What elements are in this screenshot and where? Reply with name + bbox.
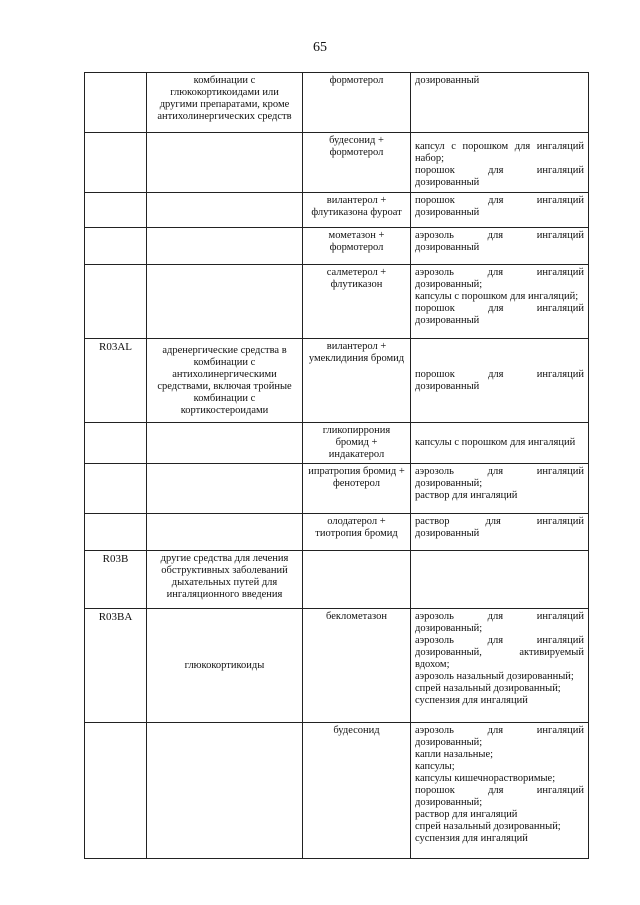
dosage-form-line: порошок для ингаляций дозированный: [415, 165, 584, 188]
dosage-form-cell: [411, 265, 589, 339]
group-name-cell: комбинации с глюкокортикоидами или другими препаратами, кроме антихолинергических средств: [147, 73, 303, 133]
group-name-cell: [147, 423, 303, 464]
atc-code-cell: R03BA: [85, 609, 147, 723]
drug-name-cell: формотерол: [303, 73, 411, 133]
drug-name-cell: олодатерол + тиотропия бромид: [303, 514, 411, 551]
dosage-form-line: порошок для ингаляций дозированный;: [415, 785, 584, 808]
dosage-form-line: капсулы кишечнорастворимые;: [415, 773, 556, 784]
atc-code-cell: [85, 73, 147, 133]
drug-name-cell: вилантерол + флутиказона фуроат: [303, 193, 411, 228]
dosage-form-line: суспензия для ингаляций: [415, 833, 528, 844]
dosage-form-line: спрей назальный дозированный;: [415, 821, 561, 832]
dosage-form-cell: [411, 339, 589, 423]
dosage-form-line: аэрозоль для ингаляций дозированный;: [415, 725, 584, 748]
table-row: [85, 609, 589, 723]
atc-code-cell: [85, 133, 147, 193]
dosage-form-line: аэрозоль для ингаляций дозированный, активируемый вдохом;: [415, 635, 584, 670]
atc-code-cell: [85, 464, 147, 514]
dosage-form-line: аэрозоль назальный дозированный;: [415, 671, 574, 682]
dosage-form-cell: [411, 464, 589, 514]
table-row: [85, 723, 589, 859]
atc-code-cell: [85, 423, 147, 464]
table-row: [85, 228, 589, 265]
group-name-cell: глюкокортикоиды: [147, 609, 303, 723]
dosage-form-line: аэрозоль для ингаляций дозированный;: [415, 611, 584, 634]
table-row: [85, 73, 589, 133]
drug-classification-table: [84, 72, 589, 859]
dosage-form-line: капсул с порошком для ингаляций набор;: [415, 141, 584, 164]
dosage-form-cell: [411, 193, 589, 228]
dosage-form-line: аэрозоль для ингаляций дозированный: [415, 230, 584, 253]
atc-code-cell: R03B: [85, 551, 147, 609]
table-row: [85, 339, 589, 423]
group-name-cell: [147, 514, 303, 551]
dosage-form-cell: [411, 73, 589, 133]
dosage-form-line: раствор для ингаляций: [415, 809, 518, 820]
dosage-form-cell: [411, 723, 589, 859]
dosage-form-line: суспензия для ингаляций: [415, 695, 528, 706]
table-row: [85, 514, 589, 551]
dosage-form-cell: [411, 514, 589, 551]
atc-code-cell: [85, 723, 147, 859]
table-row: [85, 193, 589, 228]
table-row: [85, 423, 589, 464]
dosage-form-line: порошок для ингаляций дозированный: [415, 303, 584, 326]
dosage-form-cell: [411, 228, 589, 265]
dosage-form-cell: [411, 609, 589, 723]
dosage-form-line: капли назальные;: [415, 749, 494, 760]
drug-name-cell: вилантерол + умеклидиния бромид: [303, 339, 411, 423]
atc-code-cell: [85, 514, 147, 551]
group-name-cell: [147, 265, 303, 339]
dosage-form-line: аэрозоль для ингаляций дозированный;: [415, 267, 584, 290]
drug-name-cell: беклометазон: [303, 609, 411, 723]
drug-name-cell: ипратропия бромид + фенотерол: [303, 464, 411, 514]
atc-code-cell: [85, 265, 147, 339]
drug-name-cell: [303, 551, 411, 609]
page-number: 65: [313, 40, 327, 55]
dosage-form-line: капсулы;: [415, 761, 455, 772]
dosage-form-cell: [411, 133, 589, 193]
table-row: [85, 464, 589, 514]
table-row: [85, 265, 589, 339]
dosage-form-line: раствор для ингаляций: [415, 490, 518, 501]
group-name-cell: [147, 193, 303, 228]
drug-name-cell: салметерол + флутиказон: [303, 265, 411, 339]
group-name-cell: [147, 228, 303, 265]
drug-name-cell: будесонид + формотерол: [303, 133, 411, 193]
group-name-cell: адренергические средства в комбинации с антихолинергическими средствами, включая тройные комбинации с кортикостероидами: [147, 339, 303, 423]
drug-name-cell: будесонид: [303, 723, 411, 859]
group-name-cell: [147, 133, 303, 193]
dosage-form-line: порошок для ингаляций дозированный: [415, 195, 584, 218]
group-name-cell: [147, 464, 303, 514]
table-row: [85, 551, 589, 609]
dosage-form-line: спрей назальный дозированный;: [415, 683, 561, 694]
dosage-form-line: капсулы с порошком для ингаляций: [415, 437, 576, 448]
dosage-form-line: раствор для ингаляций дозированный: [415, 516, 584, 539]
drug-name-cell: мометазон + формотерол: [303, 228, 411, 265]
dosage-form-line: порошок для ингаляций дозированный: [415, 368, 584, 392]
group-name-cell: [147, 723, 303, 859]
dosage-form-cell: [411, 551, 589, 609]
table-row: [85, 133, 589, 193]
atc-code-cell: [85, 228, 147, 265]
drug-name-cell: гликопиррония бромид + индакатерол: [303, 423, 411, 464]
dosage-form-line: дозированный: [415, 75, 480, 86]
dosage-form-line: аэрозоль для ингаляций дозированный;: [415, 466, 584, 489]
atc-code-cell: [85, 193, 147, 228]
group-name-cell: другие средства для лечения обструктивных заболеваний дыхательных путей для ингаляционного введения: [147, 551, 303, 609]
dosage-form-line: капсулы с порошком для ингаляций;: [415, 291, 579, 302]
atc-code-cell: R03AL: [85, 339, 147, 423]
dosage-form-cell: [411, 423, 589, 464]
